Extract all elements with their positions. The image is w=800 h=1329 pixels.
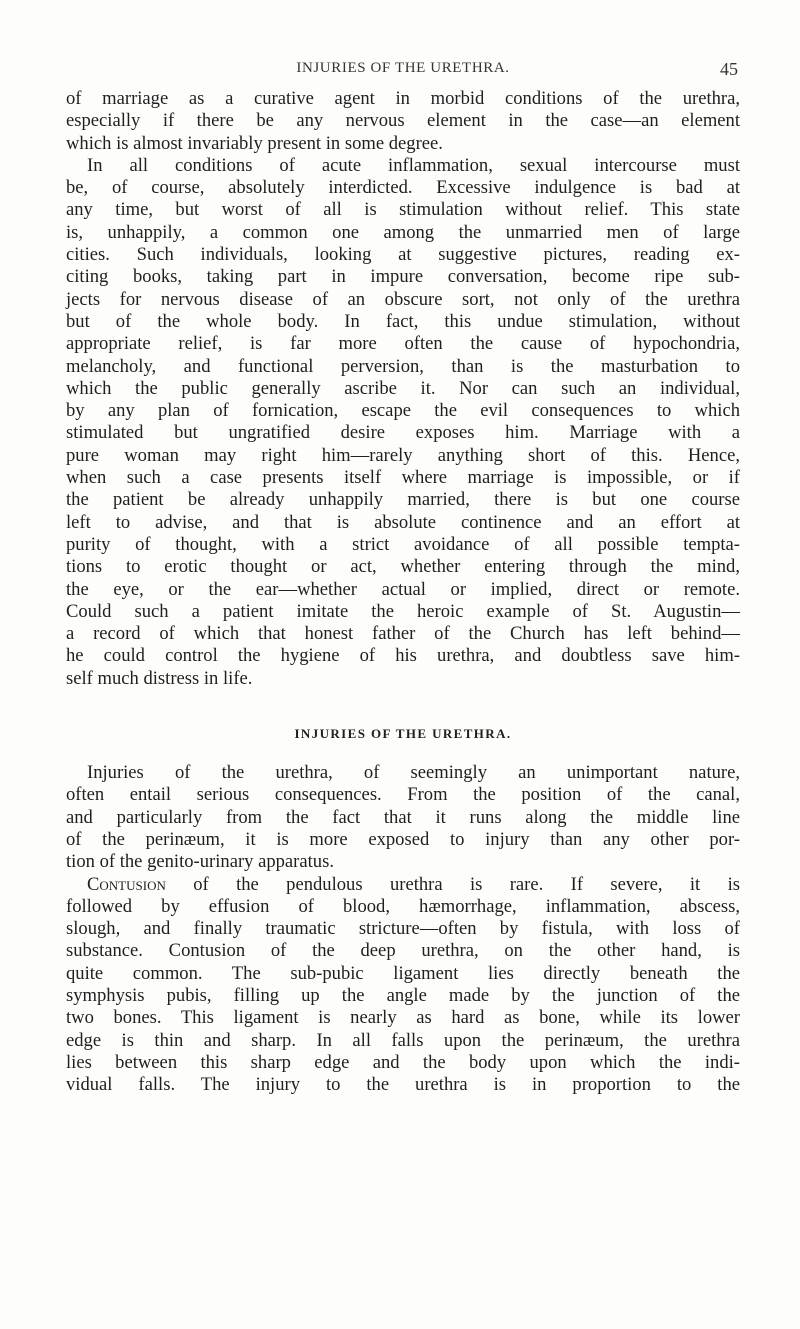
text-line: Injuries of the urethra, of seemingly an unimportant nature, bbox=[87, 762, 740, 784]
text-line: melancholy, and functional perversion, than is the masturbation to bbox=[66, 355, 740, 377]
paragraph-continuation bbox=[66, 88, 740, 155]
body-text bbox=[66, 88, 740, 1096]
text-line: often entail serious consequences. From the position of the canal, bbox=[66, 784, 740, 806]
text-line: which the public generally ascribe it. Nor can such an individual, bbox=[66, 377, 740, 399]
paragraph-sexual-intercourse bbox=[66, 155, 740, 690]
text-line: substance. Contusion of the deep urethra, on the other hand, is bbox=[66, 940, 740, 962]
text-line: when such a case presents itself where marriage is impossible, or if bbox=[66, 467, 740, 489]
text-line: cities. Such individuals, looking at suggestive pictures, reading ex- bbox=[66, 244, 740, 266]
text-line: jects for nervous disease of an obscure sort, not only of the urethra bbox=[66, 288, 740, 310]
text-line: appropriate relief, is far more often the cause of hypochondria, bbox=[66, 333, 740, 355]
text-line: tions to erotic thought or act, whether entering through the mind, bbox=[66, 556, 740, 578]
text-line: any time, but worst of all is stimulation without relief. This state bbox=[66, 199, 740, 221]
text-line: edge is thin and sharp. In all falls upon the perinæum, the urethra bbox=[66, 1029, 740, 1051]
text-line: which is almost invariably present in some degree. bbox=[66, 132, 443, 154]
text-line: lies between this sharp edge and the body upon which the indi- bbox=[66, 1051, 740, 1073]
text-line: tion of the genito-urinary apparatus. bbox=[66, 851, 334, 873]
text-line: be, of course, absolutely interdicted. Excessive indulgence is bad at bbox=[66, 177, 740, 199]
text-line: vidual falls. The injury to the urethra is in proportion to the bbox=[66, 1074, 740, 1096]
text-line: he could control the hygiene of his urethra, and doubtless save him- bbox=[66, 645, 740, 667]
text-line: but of the whole body. In fact, this undue stimulation, without bbox=[66, 310, 740, 332]
text-line: self much distress in life. bbox=[66, 667, 253, 689]
text-line: of marriage as a curative agent in morbid conditions of the urethra, bbox=[66, 88, 740, 109]
text-line: of the perinæum, it is more exposed to injury than any other por- bbox=[66, 828, 740, 850]
small-caps-term: Contusion bbox=[87, 873, 166, 895]
text-line: stimulated but ungratified desire exposes him. Marriage with a bbox=[66, 422, 740, 444]
text-line: the eye, or the ear—whether actual or implied, direct or remote. bbox=[66, 578, 740, 600]
text-line: symphysis pubis, filling up the angle made by the junction of the bbox=[66, 984, 740, 1006]
text-line: citing books, taking part in impure conversation, become ripe sub- bbox=[66, 266, 740, 288]
text-line: Could such a patient imitate the heroic example of St. Augustin— bbox=[66, 600, 740, 622]
text-line: purity of thought, with a strict avoidance of all possible tempta- bbox=[66, 533, 740, 555]
text-line: is, unhappily, a common one among the unmarried men of large bbox=[66, 221, 740, 243]
text-line: left to advise, and that is absolute continence and an effort at bbox=[66, 511, 740, 533]
running-title: INJURIES OF THE URETHRA. bbox=[296, 60, 510, 76]
text-line: Contusion of the pendulous urethra is rare. If severe, it is bbox=[87, 873, 740, 895]
text-line: In all conditions of acute inflammation, sexual intercourse must bbox=[87, 154, 740, 176]
text-line: quite common. The sub-pubic ligament lies directly beneath the bbox=[66, 962, 740, 984]
paragraph-contusion bbox=[66, 874, 740, 1097]
text-line: pure woman may right him—rarely anything short of this. Hence, bbox=[66, 444, 740, 466]
paragraph-injuries-intro bbox=[66, 762, 740, 873]
text-line: a record of which that honest father of the Church has left behind— bbox=[66, 623, 740, 645]
section-heading: INJURIES OF THE URETHRA. bbox=[294, 726, 512, 742]
text-line: especially if there be any nervous element in the case—an element bbox=[66, 110, 740, 132]
text-line: and particularly from the fact that it runs along the middle line bbox=[66, 806, 740, 828]
text-line: followed by effusion of blood, hæmorrhage, inflammation, abscess, bbox=[66, 895, 740, 917]
text-line: by any plan of fornication, escape the evil consequences to which bbox=[66, 400, 740, 422]
text-line: two bones. This ligament is nearly as hard as bone, while its lower bbox=[66, 1007, 740, 1029]
page-number: 45 bbox=[720, 59, 738, 79]
running-head bbox=[66, 60, 740, 86]
text-line: slough, and finally traumatic stricture—often by fistula, with loss of bbox=[66, 918, 740, 940]
text-line: the patient be already unhappily married, there is but one course bbox=[66, 489, 740, 511]
